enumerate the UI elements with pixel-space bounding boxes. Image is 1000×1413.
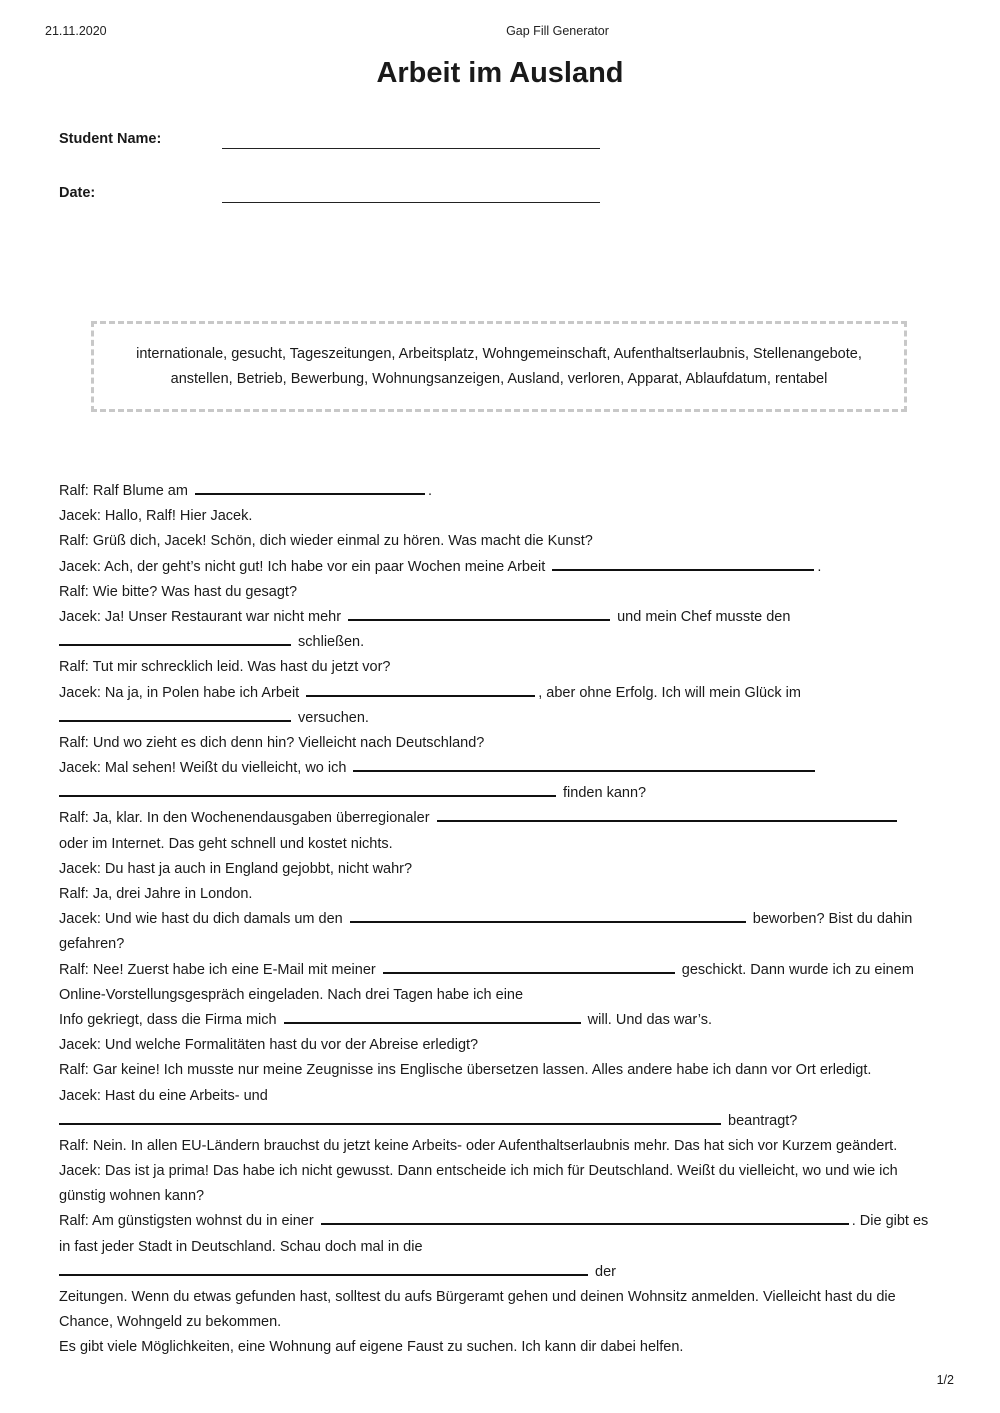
app-title: Gap Fill Generator — [506, 24, 609, 38]
text-segment: Jacek: Mal sehen! Weißt du vielleicht, wo ich — [59, 760, 351, 777]
text-segment: günstig wohnen kann? — [59, 1188, 205, 1205]
gap-blank[interactable] — [59, 784, 556, 797]
text-segment: Ralf: Tut mir schrecklich leid. Was hast du jetzt vor? — [59, 659, 391, 676]
text-segment: schließen. — [294, 634, 365, 651]
text-segment: will. Und das war’s. — [583, 1011, 713, 1028]
word-bank — [91, 321, 907, 412]
dialogue-line — [59, 1285, 959, 1310]
dialogue-line — [59, 882, 959, 907]
dialogue-line — [59, 1235, 959, 1260]
gap-blank[interactable] — [552, 558, 814, 571]
text-segment: Ralf: Und wo zieht es dich denn hin? Vielleicht nach Deutschland? — [59, 734, 485, 751]
gap-blank[interactable] — [195, 482, 425, 495]
dialogue-line — [59, 857, 959, 882]
text-segment: Ralf: Ja, klar. In den Wochenendausgaben überregionaler — [59, 810, 434, 827]
text-segment: Ralf: Ralf Blume am — [59, 483, 192, 499]
text-segment: oder im Internet. Das geht schnell und kostet nichts. — [59, 835, 393, 852]
gap-blank[interactable] — [348, 608, 610, 621]
dialogue-line — [59, 907, 959, 932]
dialogue-line — [59, 1109, 959, 1134]
gap-blank[interactable] — [353, 759, 815, 772]
gap-blank[interactable] — [437, 809, 897, 822]
dialogue-line — [59, 958, 959, 983]
dialogue-line — [59, 1159, 959, 1184]
dialogue-line — [59, 655, 959, 680]
gap-blank[interactable] — [284, 1011, 581, 1024]
text-segment: Info gekriegt, dass die Firma mich — [59, 1011, 281, 1028]
text-segment: , aber ohne Erfolg. Ich will mein Glück im — [538, 684, 801, 701]
dialogue-line — [59, 832, 959, 857]
dialogue-line — [59, 1310, 959, 1335]
text-segment: Es gibt viele Möglichkeiten, eine Wohnung auf eigene Faust zu suchen. Ich kann dir dabei helfen. — [59, 1339, 684, 1356]
text-segment: und mein Chef musste den — [613, 608, 791, 625]
text-segment: Ralf: Gar keine! Ich musste nur meine Zeugnisse ins Englische übersetzen lassen. Alles andere habe ich dann vor Ort erledigt. — [59, 1062, 872, 1079]
dialogue-line — [59, 630, 959, 655]
text-segment: Ralf: Nee! Zuerst habe ich eine E-Mail mit meiner — [59, 961, 380, 978]
dialogue-line — [59, 1058, 959, 1083]
dialogue-line — [59, 479, 959, 504]
text-segment: in fast jeder Stadt in Deutschland. Schau doch mal in die — [59, 1238, 423, 1255]
text-segment: finden kann? — [559, 785, 647, 802]
text-segment: gefahren? — [59, 936, 125, 953]
dialogue-line — [59, 1134, 959, 1159]
dialogue-line — [59, 1209, 959, 1234]
text-segment: Online-Vorstellungsgespräch eingeladen. Nach drei Tagen habe ich eine — [59, 986, 524, 1003]
text-segment: Chance, Wohngeld zu bekommen. — [59, 1314, 282, 1331]
text-segment: Jacek: Na ja, in Polen habe ich Arbeit — [59, 684, 304, 701]
gap-blank[interactable] — [306, 684, 535, 697]
dialogue-line — [59, 781, 959, 806]
dialogue-line — [59, 932, 959, 957]
text-segment: . Die gibt es — [851, 1213, 929, 1230]
dialogue-line — [59, 1184, 959, 1209]
word-bank-line: internationale, gesucht, Tageszeitungen, Arbeitsplatz, Wohngemeinschaft, Aufenthaltserlaubnis, Stellenangebote, — [136, 345, 862, 362]
text-segment: der — [591, 1263, 616, 1280]
text-segment: Ralf: Grüß dich, Jacek! Schön, dich wieder einmal zu hören. Was macht die Kunst? — [59, 533, 593, 550]
dialogue-line — [59, 1033, 959, 1058]
dialogue-line — [59, 681, 959, 706]
student-name-label: Student Name: — [59, 131, 162, 147]
dialogue-line — [59, 555, 959, 580]
text-segment: Ralf: Wie bitte? Was hast du gesagt? — [59, 583, 298, 600]
dialogue-line — [59, 504, 959, 529]
date-input[interactable] — [222, 202, 600, 203]
worksheet-title: Arbeit im Ausland — [376, 57, 624, 89]
text-segment: Ralf: Am günstigsten wohnst du in einer — [59, 1213, 318, 1230]
dialogue-line — [59, 1084, 959, 1109]
text-segment: Ralf: Ja, drei Jahre in London. — [59, 886, 253, 902]
dialogue-line — [59, 1260, 959, 1285]
dialogue-line — [59, 756, 959, 781]
text-segment: Zeitungen. Wenn du etwas gefunden hast, solltest du aufs Bürgeramt gehen und deinen Wohnsitz anmelden. Vielleicht hast du die — [59, 1289, 896, 1305]
text-segment: Jacek: Das ist ja prima! Das habe ich nicht gewusst. Dann entscheide ich mich für Deutschland. Weißt du vielleicht, wo und wie ich — [59, 1163, 898, 1180]
dialogue-text — [59, 479, 959, 1361]
text-segment: Jacek: Hallo, Ralf! Hier Jacek. — [59, 508, 253, 525]
dialogue-line — [59, 806, 959, 831]
dialogue-line — [59, 580, 959, 605]
gap-blank[interactable] — [59, 1263, 588, 1276]
word-bank-line: anstellen, Betrieb, Bewerbung, Wohnungsanzeigen, Ausland, verloren, Apparat, Ablaufdatum, rentabel — [170, 370, 828, 387]
date-label: Date: — [59, 185, 96, 201]
dialogue-line — [59, 731, 959, 756]
text-segment: beantragt? — [724, 1112, 798, 1129]
text-segment: . — [817, 558, 822, 575]
dialogue-line — [59, 983, 959, 1008]
dialogue-line — [59, 529, 959, 554]
text-segment: versuchen. — [294, 709, 369, 726]
text-segment: Jacek: Ach, der geht’s nicht gut! Ich habe vor ein paar Wochen meine Arbeit — [59, 558, 550, 575]
print-date: 21.11.2020 — [45, 24, 107, 38]
gap-blank[interactable] — [59, 633, 291, 646]
text-segment: Jacek: Und wie hast du dich damals um den — [59, 911, 347, 928]
gap-blank[interactable] — [350, 910, 746, 923]
gap-blank[interactable] — [59, 1112, 721, 1125]
dialogue-line — [59, 1008, 959, 1033]
text-segment: Jacek: Und welche Formalitäten hast du vor der Abreise erledigt? — [59, 1037, 479, 1054]
text-segment: Ralf: Nein. In allen EU-Ländern brauchst du jetzt keine Arbeits- oder Aufenthaltserlaubnis mehr. Das hat sich vor Kurzem geändert. — [59, 1137, 898, 1154]
text-segment: Jacek: Du hast ja auch in England gejobbt, nicht wahr? — [59, 860, 413, 877]
text-segment: beworben? Bist du dahin — [748, 911, 913, 928]
dialogue-line — [59, 605, 959, 630]
dialogue-line — [59, 706, 959, 731]
gap-blank[interactable] — [321, 1212, 849, 1225]
dialogue-line — [59, 1335, 959, 1360]
gap-blank[interactable] — [59, 709, 291, 722]
text-segment: Jacek: Hast du eine Arbeits- und — [59, 1087, 268, 1104]
page-number: 1/2 — [936, 1373, 954, 1387]
gap-blank[interactable] — [383, 961, 675, 974]
text-segment: . — [427, 483, 432, 499]
student-name-input[interactable] — [222, 148, 600, 149]
text-segment: geschickt. Dann wurde ich zu einem — [677, 961, 914, 978]
text-segment: Jacek: Ja! Unser Restaurant war nicht mehr — [59, 608, 346, 625]
